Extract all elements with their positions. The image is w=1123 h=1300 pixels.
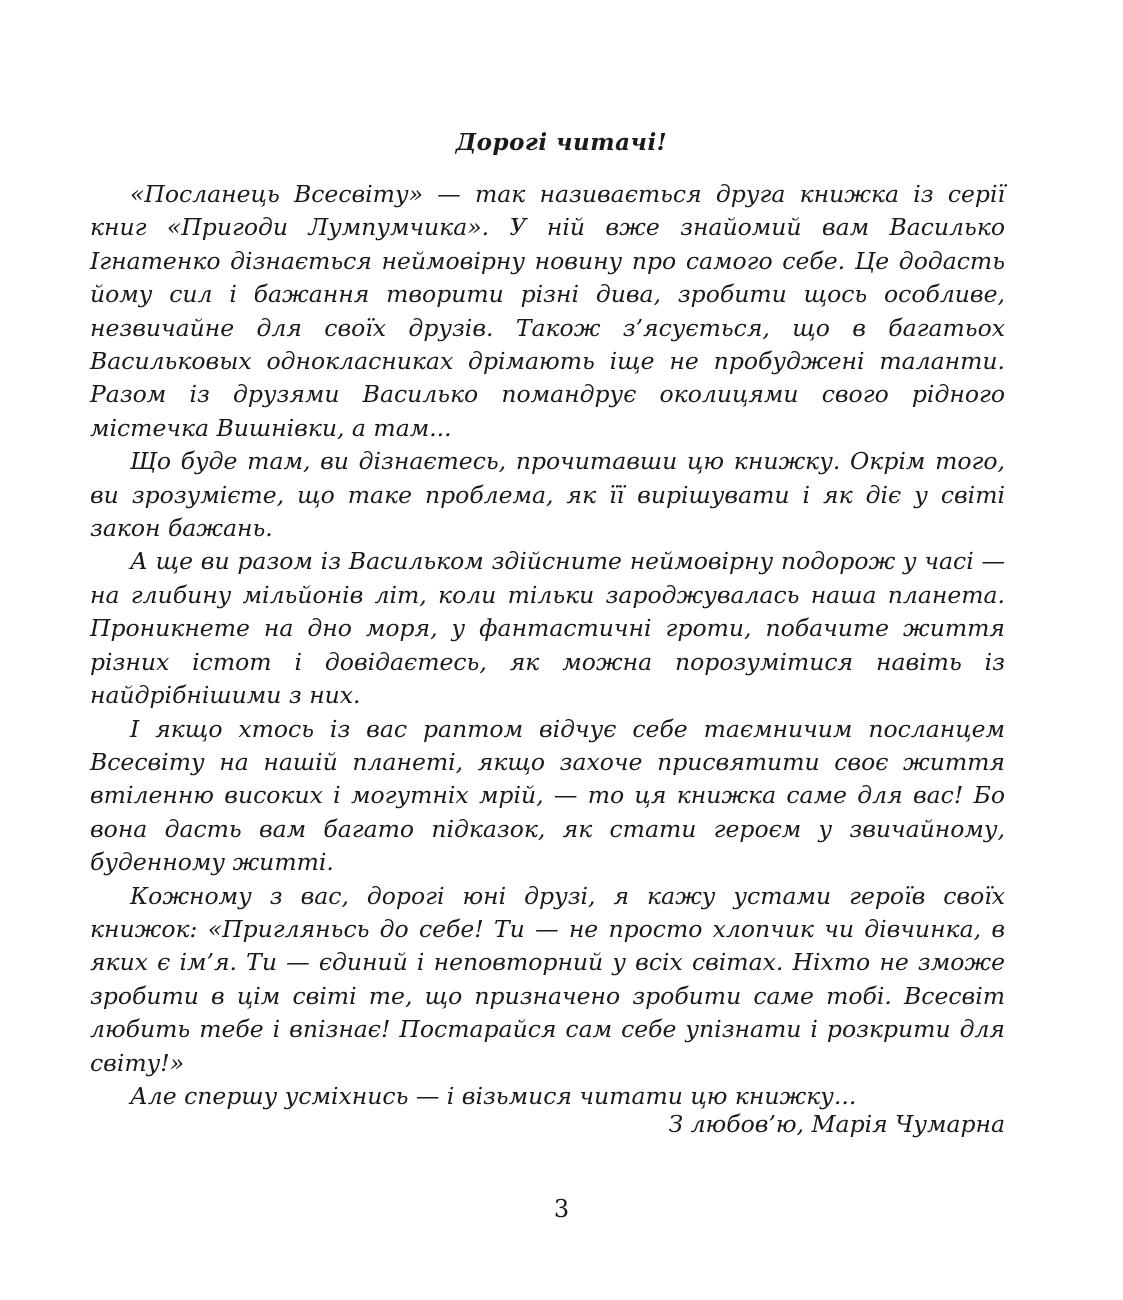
page-number: 3: [553, 1195, 570, 1223]
body-text: [90, 178, 1005, 1113]
paragraph: А ще ви разом із Васильком здійсните неймовірну подорож у часі — на глибину мільйонів літ, коли тільки зароджувалась наша планета. Проникнете на дно моря, у фантастичні гроти, побачите життя різних істот і довідаєтесь, як можна порозумітися навіть із найдрібнішими з них.: [90, 547, 1005, 710]
paragraph: І якщо хтось із вас раптом відчує себе таємничим посланцем Всесвіту на нашій планеті, якщо захоче присвятити своє життя втіленню високих і могутніх мрій, — то ця книжка саме для вас! Бо вона дасть вам багато підказок, як стати героєм у звичайному, буденному житті.: [90, 714, 1005, 877]
paragraph: «Посланець Всесвіту» — так називається друга книжка із серії книг «Пригоди Лумпумчика». У ній вже знайомий вам Василько Ігнатенко дізнається неймовірну новину про самого себе. Це додасть йому сил і бажання творити різні дива, зробити щось особливе, незвичайне для своїх друзів. Також з’ясується, що в багатьох Васильковых однокласниках дрімають іще не пробуджені таланти. Разом із друзями Василько помандрує околицями свого рідного містечка Вишнівки, а там...: [90, 180, 1005, 442]
paragraph: Але спершу усміхнись — і візьмися читати цю книжку...: [130, 1081, 857, 1110]
paragraph: Що буде там, ви дізнаєтесь, прочитавши цю книжку. Окрім того, ви зрозумієте, що таке проблема, як її вирішувати і як діє у світі закон бажань.: [90, 447, 1005, 543]
paragraph: Кожному з вас, дорогі юні друзі, я кажу устами героїв своїх книжок: «Пригляньсь до себе! Ти — не просто хлопчик чи дівчинка, в яких є ім’я. Ти — єдиний і неповторний у всіх світах. Ніхто не зможе зробити в цім світі те, що призначено зробити саме тобі. Всесвіт любить тебе і впізнає! Постарайся сам себе упізнати і розкрити для світу!»: [90, 881, 1005, 1077]
page-title: Дорогі читачі!: [455, 129, 668, 156]
author-signature: З любов’ю, Марія Чумарна: [668, 1110, 1005, 1138]
